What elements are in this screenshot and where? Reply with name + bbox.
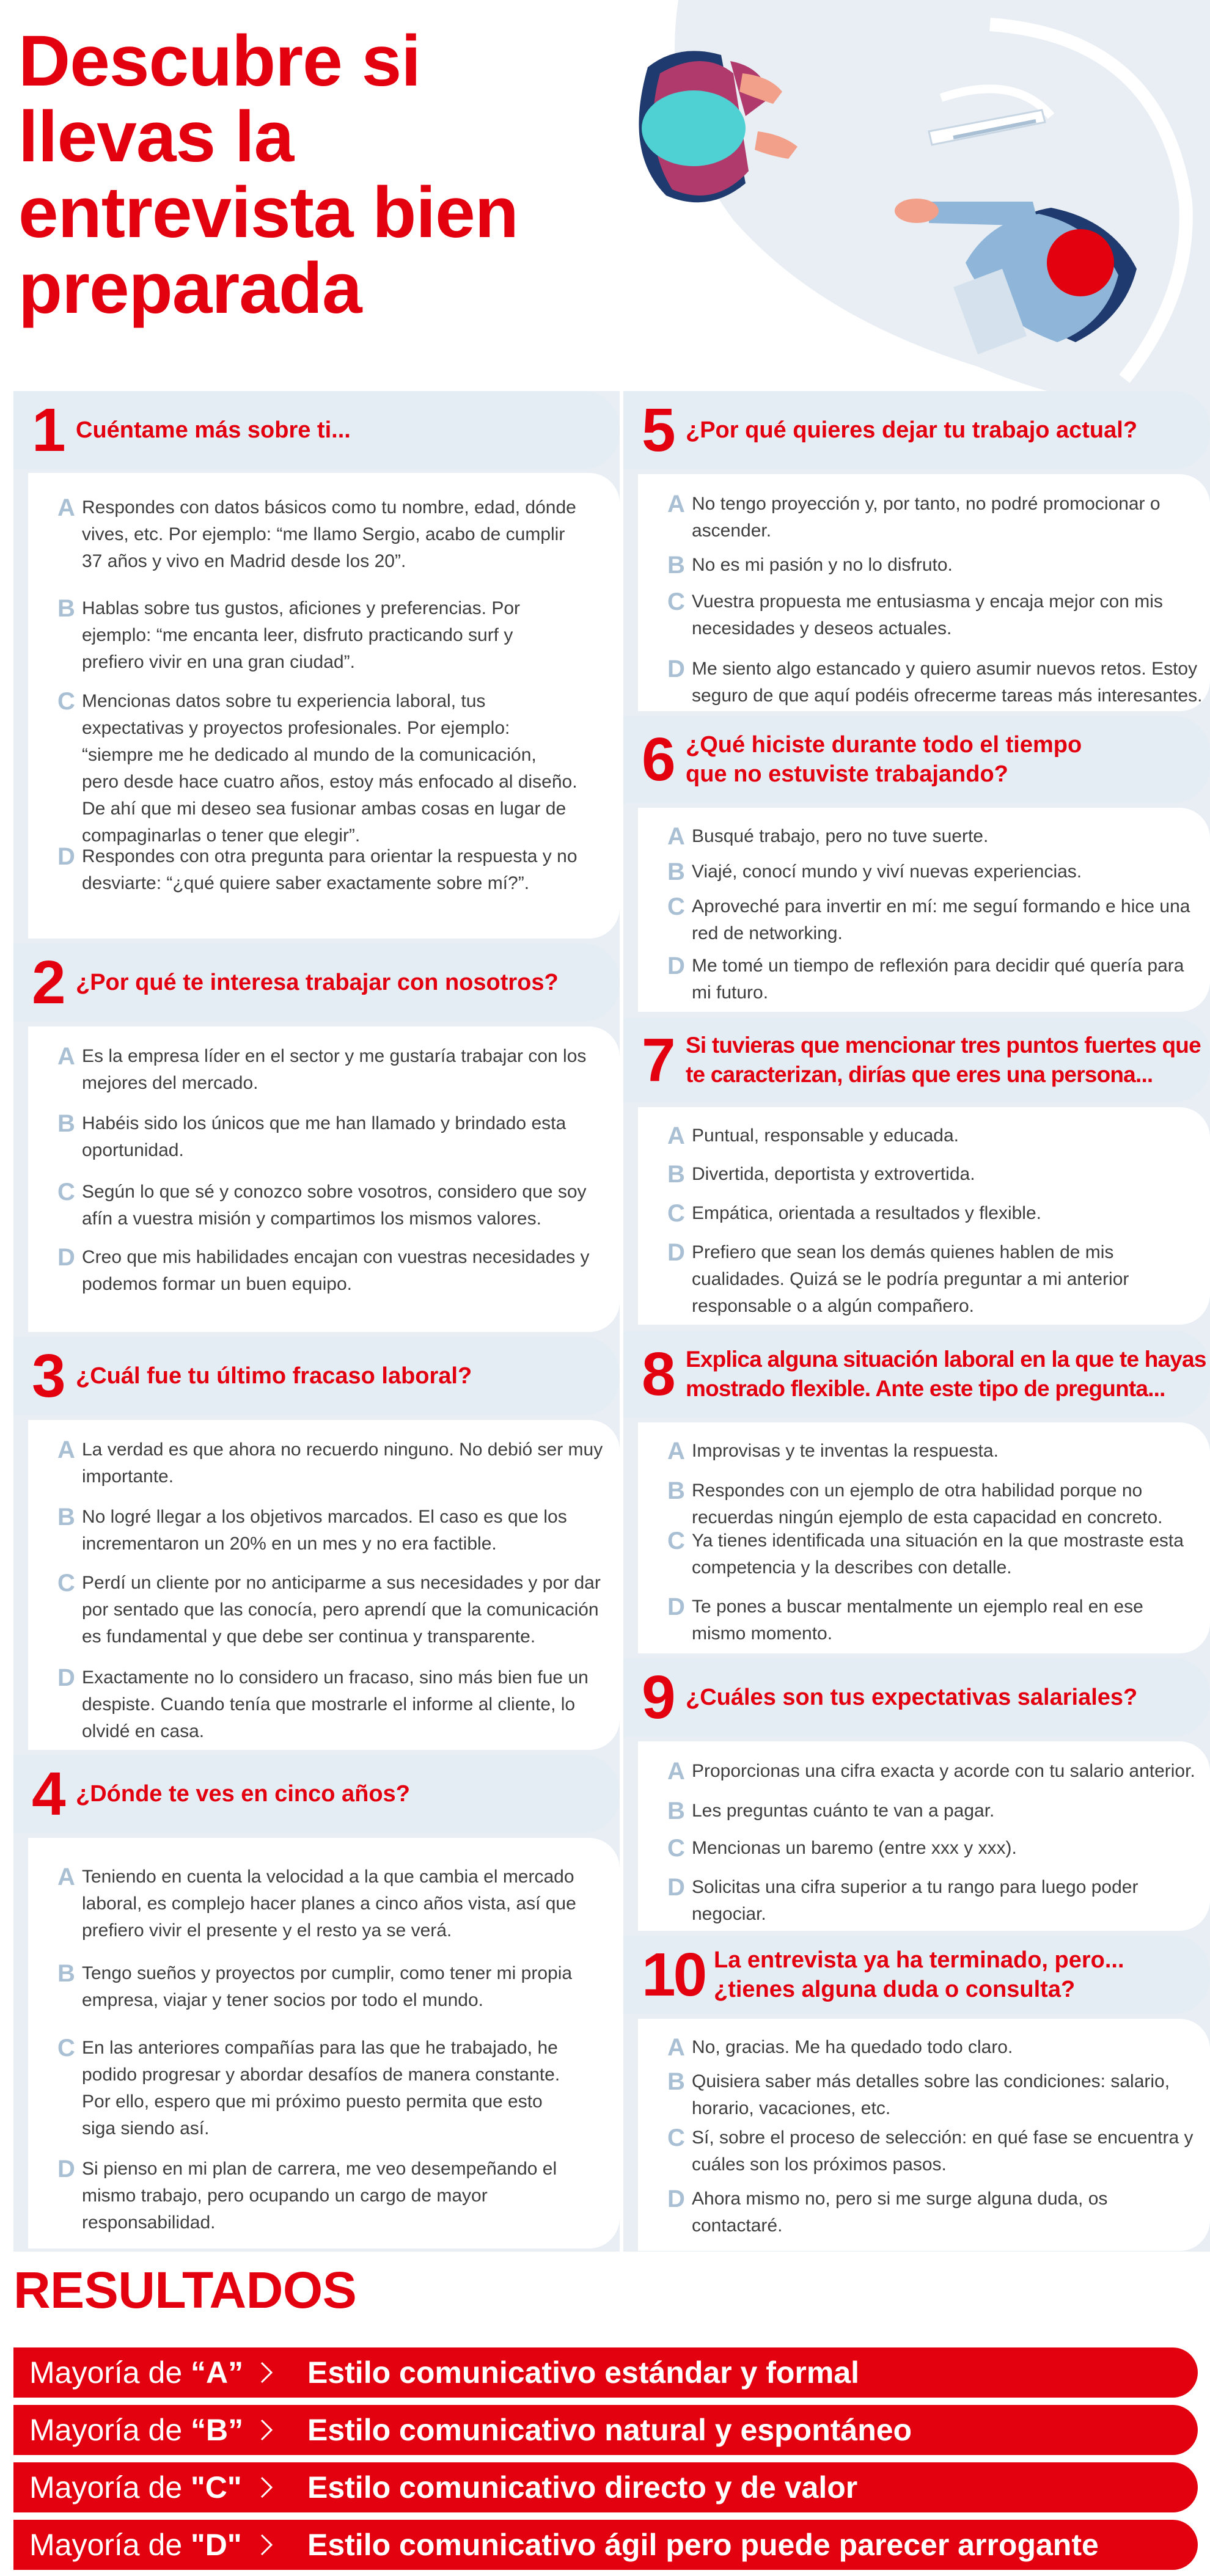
result-prefix: Mayoría de <box>29 2413 191 2447</box>
answer-option-a[interactable] <box>57 1043 586 1097</box>
answers-box-8 <box>638 1422 1210 1653</box>
question-number: 1 <box>32 396 64 464</box>
option-letter: C <box>667 1528 685 1554</box>
option-text-line: afín a vuestra misión y compartimos los mismos valores. <box>82 1209 541 1229</box>
option-letter: A <box>667 1122 685 1149</box>
question-text-line: te caracterizan, dirías que eres una persona... <box>686 1062 1153 1087</box>
option-letter: C <box>667 588 685 615</box>
answers-box-5 <box>638 474 1210 711</box>
answer-option-a[interactable] <box>667 491 1160 544</box>
option-text-line: Ahora mismo no, pero si me surge alguna duda, os <box>692 2189 1108 2209</box>
question-text-line: ¿Qué hiciste durante todo el tiempo <box>686 732 1082 758</box>
option-text <box>692 1200 1041 1227</box>
option-text-line: Solicitas una cifra superior a tu rango para luego poder <box>692 1877 1138 1897</box>
question-text-line: ¿Cuáles son tus expectativas salariales? <box>686 1685 1138 1710</box>
option-letter: C <box>667 893 685 920</box>
answer-option-c[interactable] <box>667 588 1163 642</box>
option-text-line: necesidades y deseos actuales. <box>692 618 952 639</box>
option-text-line: importante. <box>82 1466 174 1487</box>
question-number: 5 <box>642 396 673 464</box>
answer-option-b[interactable] <box>57 595 520 676</box>
question-header-4 <box>13 1755 620 1833</box>
question-number: 7 <box>642 1026 673 1094</box>
option-text-line: vives, etc. Por ejemplo: “me llamo Sergio, acabo de cumplir <box>82 524 565 544</box>
option-text-line: Me tomé un tiempo de reflexión para decidir qué quería para <box>692 956 1184 976</box>
option-text-line: mismo momento. <box>692 1623 833 1644</box>
option-text-line: Busqué trabajo, pero no tuve suerte. <box>692 826 989 846</box>
option-text <box>692 858 1082 885</box>
option-letter: D <box>57 2156 75 2183</box>
option-letter: A <box>667 2034 685 2061</box>
option-text <box>82 1110 566 1164</box>
option-letter: A <box>667 491 685 518</box>
option-text-line: compaginarlas o tener que elegir”. <box>82 825 361 846</box>
option-text <box>692 2034 1013 2061</box>
answer-option-c[interactable] <box>57 2035 560 2142</box>
option-text-line: Hablas sobre tus gustos, aficiones y preferencias. Por <box>82 598 521 618</box>
option-text <box>82 1664 588 1745</box>
answer-option-b[interactable] <box>57 1960 572 2014</box>
question-number: 6 <box>642 725 673 794</box>
option-text <box>692 1798 994 1824</box>
option-text-line: ejemplo: “me encanta leer, disfruto practicando surf y <box>82 625 513 645</box>
option-text-line: Respondes con un ejemplo de otra habilidad porque no <box>692 1480 1143 1501</box>
answer-option-d[interactable] <box>667 953 1184 1006</box>
question-text-line: ¿Dónde te ves en cinco años? <box>76 1781 410 1807</box>
option-text-line: contactaré. <box>692 2216 783 2236</box>
question-number: 10 <box>642 1941 705 2009</box>
chevron-right-icon <box>254 2475 279 2500</box>
question-header-5 <box>623 391 1210 469</box>
result-prefix: Mayoría de <box>29 2470 191 2505</box>
answer-option-b[interactable] <box>667 1798 994 1824</box>
answer-option-d[interactable] <box>667 656 1203 709</box>
option-text <box>82 494 576 575</box>
result-majority <box>13 2527 277 2563</box>
result-majority <box>13 2412 277 2448</box>
title-line: entrevista bien <box>18 172 518 253</box>
answer-option-d[interactable] <box>667 2186 1107 2239</box>
answers-box-7 <box>638 1107 1210 1325</box>
option-letter: D <box>57 1244 75 1271</box>
option-text <box>692 1161 975 1188</box>
option-text <box>692 1874 1138 1928</box>
option-text-line: Es la empresa líder en el sector y me gustaría trabajar con los <box>82 1046 587 1066</box>
option-text <box>82 2156 557 2236</box>
question-text-line: ¿Por qué te interesa trabajar con nosotros? <box>76 970 559 995</box>
option-text-line: Tengo sueños y proyectos por cumplir, como tener mi propia <box>82 1963 573 1983</box>
question-text-line: ¿Cuál fue tu último fracaso laboral? <box>76 1363 472 1389</box>
answers-box-10 <box>638 2019 1210 2251</box>
page-title <box>18 21 629 329</box>
question-text-line: ¿Por qué quieres dejar tu trabajo actual? <box>686 417 1138 443</box>
option-text-line: La verdad es que ahora no recuerdo ninguno. No debió ser muy <box>82 1440 603 1460</box>
title-line: Descubre si <box>18 21 420 101</box>
answer-option-d[interactable] <box>667 1239 1129 1320</box>
answer-option-c[interactable] <box>57 1179 587 1232</box>
answer-option-c[interactable] <box>57 1570 601 1650</box>
answer-option-c[interactable] <box>667 1835 1017 1862</box>
option-text-line: incrementaron un 20% en un mes y no era factible. <box>82 1534 497 1554</box>
option-text-line: No, gracias. Me ha quedado todo claro. <box>692 2037 1013 2057</box>
option-letter: B <box>57 1110 75 1137</box>
question-header-10 <box>623 1936 1210 2014</box>
answer-option-b[interactable] <box>667 552 953 579</box>
option-text-line: Ya tienes identificada una situación en la que mostraste esta <box>692 1531 1184 1551</box>
option-letter: A <box>57 1864 75 1890</box>
answer-option-a[interactable] <box>57 494 576 575</box>
option-text-line: responsabilidad. <box>82 2212 216 2233</box>
results-title: RESULTADOS <box>13 2261 357 2319</box>
option-text <box>692 552 953 579</box>
option-text <box>692 1528 1184 1581</box>
result-style: Estilo comunicativo estándar y formal <box>307 2355 860 2390</box>
option-text <box>82 1960 572 2014</box>
result-row <box>13 2347 1198 2398</box>
answer-option-b[interactable] <box>667 858 1082 885</box>
option-text-line: horario, vacaciones, etc. <box>692 2098 891 2118</box>
answer-option-a[interactable] <box>57 1436 603 1490</box>
option-text <box>82 2035 560 2142</box>
option-text-line: Sí, sobre el proceso de selección: en qué fase se encuentra y <box>692 2128 1194 2148</box>
option-text-line: mi futuro. <box>692 982 769 1003</box>
option-letter: C <box>57 1570 75 1597</box>
option-text-line: Te pones a buscar mentalmente un ejemplo real en ese <box>692 1597 1143 1617</box>
answer-option-c[interactable] <box>667 893 1190 947</box>
option-text <box>82 688 578 849</box>
result-row <box>13 2405 1198 2455</box>
option-letter: A <box>57 1436 75 1463</box>
answer-option-d[interactable] <box>57 2156 557 2236</box>
answer-option-b[interactable] <box>57 1504 567 1557</box>
answer-option-d[interactable] <box>57 1664 588 1745</box>
result-row <box>13 2520 1198 2570</box>
option-text-line: Empática, orientada a resultados y flexible. <box>692 1203 1041 1223</box>
option-text-line: Vuestra propuesta me entusiasma y encaja mejor con mis <box>692 591 1163 612</box>
option-letter: B <box>667 1161 685 1188</box>
option-text <box>692 2124 1194 2178</box>
option-letter: D <box>667 1874 685 1901</box>
question-number: 8 <box>642 1340 673 1408</box>
question-text-line: La entrevista ya ha terminado, pero... <box>714 1947 1124 1973</box>
option-text-line: Quisiera saber más detalles sobre las condiciones: salario, <box>692 2071 1170 2091</box>
option-text-line: competencia y la describes con detalle. <box>692 1557 1012 1578</box>
option-letter: B <box>667 1477 685 1504</box>
question-number: 4 <box>32 1760 64 1828</box>
question-text <box>686 730 1082 789</box>
answer-option-a[interactable] <box>667 1758 1195 1785</box>
option-text-line: “siempre me he dedicado al mundo de la comunicación, <box>82 745 537 765</box>
question-header-7 <box>623 1018 1210 1102</box>
option-letter: B <box>667 552 685 579</box>
question-header-8 <box>623 1331 1210 1418</box>
option-letter: B <box>667 1798 685 1824</box>
option-text-line: responsable o a algún compañero. <box>692 1296 974 1316</box>
option-letter: D <box>57 1664 75 1691</box>
option-text-line: laboral, es complejo hacer planes a cinco años vista, así que <box>82 1894 576 1914</box>
chevron-right-icon <box>254 2418 279 2442</box>
result-style: Estilo comunicativo natural y espontáneo <box>307 2413 912 2447</box>
result-row <box>13 2462 1198 2512</box>
answer-option-c[interactable] <box>667 1200 1041 1227</box>
option-letter: A <box>57 1043 75 1070</box>
answer-option-b[interactable] <box>667 1161 975 1188</box>
option-text-line: Divertida, deportista y extrovertida. <box>692 1164 975 1184</box>
answer-option-b[interactable] <box>667 1477 1163 1531</box>
option-text-line: pero desde hace cuatro años, estoy más enfocado al diseño. <box>82 772 578 792</box>
option-text <box>692 2186 1107 2239</box>
option-text-line: desviarte: “¿qué quiere saber exactamente sobre mí?”. <box>82 873 530 893</box>
option-text-line: Si pienso en mi plan de carrera, me veo desempeñando el <box>82 2159 557 2179</box>
question-text-line: mostrado flexible. Ante este tipo de pregunta... <box>686 1376 1165 1401</box>
option-letter: D <box>667 656 685 682</box>
option-text-line: por sentado que las conocía, pero aprendí que la comunicación <box>82 1600 599 1620</box>
option-text-line: En las anteriores compañías para las que he trabajado, he <box>82 2038 558 2058</box>
option-text-line: No tengo proyección y, por tanto, no podré promocionar o <box>692 494 1160 514</box>
result-letter: “B” <box>191 2413 244 2447</box>
chevron-right-icon <box>254 2360 279 2385</box>
result-letter: “A” <box>191 2355 244 2390</box>
option-text-line: Creo que mis habilidades encajan con vuestras necesidades y <box>82 1247 590 1267</box>
option-text <box>692 893 1190 947</box>
title-line: llevas la <box>18 97 294 177</box>
option-text-line: prefiero vivir en una gran ciudad”. <box>82 652 355 672</box>
question-number: 3 <box>32 1342 64 1410</box>
option-letter: A <box>667 823 685 850</box>
option-text-line: recuerdas ningún ejemplo de esta capacidad en concreto. <box>692 1507 1163 1528</box>
option-text <box>692 588 1163 642</box>
answer-option-a[interactable] <box>667 1122 959 1149</box>
option-text-line: Respondes con datos básicos como tu nombre, edad, dónde <box>82 497 576 518</box>
option-letter: A <box>57 494 75 521</box>
option-text <box>82 843 578 897</box>
option-text-line: podemos formar un buen equipo. <box>82 1274 352 1294</box>
option-text <box>692 1122 959 1149</box>
option-text-line: cuáles son los próximos pasos. <box>692 2154 947 2175</box>
option-letter: A <box>667 1438 685 1465</box>
option-text-line: Improvisas y te inventas la respuesta. <box>692 1441 999 1461</box>
chevron-right-icon <box>254 2533 279 2557</box>
option-text-line: siga siendo así. <box>82 2118 210 2139</box>
option-text <box>692 953 1184 1006</box>
result-letter: "C" <box>191 2470 242 2505</box>
answer-option-a[interactable] <box>667 823 988 850</box>
answer-option-c[interactable] <box>57 688 578 849</box>
option-letter: C <box>57 2035 75 2062</box>
title-line: preparada <box>18 248 362 329</box>
option-text <box>692 1477 1163 1531</box>
option-text-line: De ahí que mi deseo sea fusionar ambas cosas en lugar de <box>82 799 566 819</box>
interview-illustration <box>587 0 1210 428</box>
answers-box-4 <box>28 1838 620 2249</box>
option-text-line: 37 años y vivo en Madrid desde los 20”. <box>82 551 406 571</box>
question-text <box>76 968 559 997</box>
option-text <box>82 1043 586 1097</box>
answer-option-d[interactable] <box>667 1594 1143 1647</box>
option-letter: D <box>667 953 685 979</box>
option-letter: D <box>667 1239 685 1266</box>
option-text-line: cualidades. Quizá se le podría preguntar a mi anterior <box>692 1269 1129 1289</box>
option-text-line: Prefiero que sean los demás quienes hablen de mis <box>692 1242 1114 1262</box>
option-letter: D <box>667 2186 685 2212</box>
option-text-line: seguro de que aquí podéis ofrecerme tareas más interesantes. <box>692 686 1203 706</box>
option-letter: B <box>667 2068 685 2095</box>
option-text <box>692 1758 1195 1785</box>
answer-option-a[interactable] <box>667 2034 1013 2061</box>
question-text-line: Si tuvieras que mencionar tres puntos fuertes que <box>686 1033 1201 1058</box>
answer-option-a[interactable] <box>667 1438 999 1465</box>
option-text-line: ascender. <box>692 521 772 541</box>
option-text-line: Según lo que sé y conozco sobre vosotros, considero que soy <box>82 1182 587 1202</box>
answer-option-b[interactable] <box>667 2068 1170 2122</box>
question-text <box>76 1779 410 1809</box>
option-letter: C <box>667 1835 685 1862</box>
option-letter: A <box>667 1758 685 1785</box>
option-text-line: olvidé en casa. <box>82 1721 205 1741</box>
option-letter: C <box>57 688 75 715</box>
answers-box-1 <box>28 473 620 939</box>
option-text-line: Viajé, conocí mundo y viví nuevas experiencias. <box>692 862 1082 882</box>
option-text-line: Exactamente no lo considero un fracaso, sino más bien fue un <box>82 1667 588 1688</box>
option-letter: B <box>667 858 685 885</box>
result-prefix: Mayoría de <box>29 2528 191 2562</box>
question-text-line: Cuéntame más sobre ti... <box>76 417 351 443</box>
answers-box-3 <box>28 1420 620 1750</box>
option-text-line: prefiero vivir el presente y el resto ya se verá. <box>82 1920 452 1941</box>
option-text-line: es fundamental y que debe ser continua y transparente. <box>82 1626 536 1647</box>
question-text <box>686 415 1137 445</box>
answers-box-6 <box>638 808 1210 1012</box>
question-header-3 <box>13 1337 620 1415</box>
option-text <box>692 1835 1017 1862</box>
option-text-line: Habéis sido los únicos que me han llamado y brindado esta <box>82 1113 566 1133</box>
answer-option-c[interactable] <box>667 2124 1194 2178</box>
option-text-line: No logré llegar a los objetivos marcados. El caso es que los <box>82 1507 567 1527</box>
answers-box-2 <box>28 1026 620 1332</box>
question-text-line: ¿tienes alguna duda o consulta? <box>714 1977 1076 2002</box>
result-style: Estilo comunicativo ágil pero puede parecer arrogante <box>307 2528 1099 2562</box>
result-style: Estilo comunicativo directo y de valor <box>307 2470 858 2505</box>
answer-option-c[interactable] <box>667 1528 1184 1581</box>
option-text <box>82 1504 567 1557</box>
answer-option-d[interactable] <box>57 1244 590 1298</box>
option-text <box>692 1239 1129 1320</box>
option-text-line: negociar. <box>692 1904 766 1924</box>
option-text-line: Puntual, responsable y educada. <box>692 1125 959 1146</box>
option-text <box>82 1179 587 1232</box>
option-text-line: despiste. Cuando tenía que mostrarle el informe al cliente, lo <box>82 1694 576 1714</box>
option-text <box>692 1594 1143 1647</box>
option-text-line: podido progresar y abordar desafíos de manera constante. <box>82 2065 560 2085</box>
result-letter: "D" <box>191 2528 242 2562</box>
option-text-line: oportunidad. <box>82 1140 184 1160</box>
option-text-line: Teniendo en cuenta la velocidad a la que cambia el mercado <box>82 1867 574 1887</box>
option-text-line: expectativas y proyectos profesionales. Por ejemplo: <box>82 718 510 738</box>
option-text-line: red de networking. <box>692 923 843 943</box>
option-text <box>82 1244 590 1298</box>
question-text <box>686 1031 1201 1089</box>
option-letter: C <box>667 1200 685 1227</box>
option-text-line: mismo trabajo, pero ocupando un cargo de mayor <box>82 2186 488 2206</box>
answer-option-d[interactable] <box>667 1874 1138 1928</box>
question-text-line: Explica alguna situación laboral en la que te hayas <box>686 1347 1206 1372</box>
question-header-2 <box>13 943 620 1022</box>
answer-option-b[interactable] <box>57 1110 566 1164</box>
option-text-line: mejores del mercado. <box>82 1073 258 1093</box>
option-text <box>82 1864 576 1944</box>
question-text <box>76 415 351 445</box>
option-text <box>82 595 520 676</box>
option-letter: B <box>57 1960 75 1987</box>
answer-option-d[interactable] <box>57 843 578 897</box>
option-text-line: Respondes con otra pregunta para orientar la respuesta y no <box>82 846 578 866</box>
result-prefix: Mayoría de <box>29 2355 191 2390</box>
option-text-line: empresa, viajar y tener socios por todo el mundo. <box>82 1990 483 2010</box>
option-text-line: Perdí un cliente por no anticiparme a sus necesidades y por dar <box>82 1573 601 1593</box>
question-text <box>76 1361 472 1391</box>
option-text-line: Les preguntas cuánto te van a pagar. <box>692 1801 995 1821</box>
option-text <box>692 491 1160 544</box>
option-text <box>692 2068 1170 2122</box>
option-text <box>692 1438 999 1465</box>
option-text-line: No es mi pasión y no lo disfruto. <box>692 555 953 575</box>
option-text-line: Mencionas un baremo (entre xxx y xxx). <box>692 1838 1017 1858</box>
question-number: 9 <box>642 1663 673 1732</box>
answer-option-a[interactable] <box>57 1864 576 1944</box>
option-text <box>692 656 1203 709</box>
option-text-line: Me siento algo estancado y quiero asumir nuevos retos. Estoy <box>692 659 1198 679</box>
option-letter: B <box>57 1504 75 1531</box>
option-text-line: Proporcionas una cifra exacta y acorde con tu salario anterior. <box>692 1761 1195 1781</box>
result-majority <box>13 2470 277 2505</box>
option-text <box>82 1436 603 1490</box>
option-text-line: Por ello, espero que mi próximo puesto permita que esto <box>82 2091 543 2112</box>
option-text <box>692 823 988 850</box>
question-text-line: que no estuviste trabajando? <box>686 761 1008 787</box>
question-text <box>714 1945 1124 2004</box>
question-number: 2 <box>32 948 64 1017</box>
option-text <box>82 1570 601 1650</box>
option-letter: C <box>667 2124 685 2151</box>
question-header-6 <box>623 716 1210 803</box>
result-majority <box>13 2355 277 2390</box>
option-letter: D <box>57 843 75 870</box>
option-text-line: Mencionas datos sobre tu experiencia laboral, tus <box>82 691 486 711</box>
option-letter: D <box>667 1594 685 1620</box>
question-text <box>686 1345 1206 1403</box>
option-text-line: Aproveché para invertir en mí: me seguí formando e hice una <box>692 896 1190 917</box>
question-header-1 <box>13 391 620 469</box>
option-letter: B <box>57 595 75 622</box>
question-text <box>686 1683 1137 1712</box>
answers-box-9 <box>638 1741 1210 1931</box>
option-letter: C <box>57 1179 75 1206</box>
question-header-9 <box>623 1658 1210 1736</box>
